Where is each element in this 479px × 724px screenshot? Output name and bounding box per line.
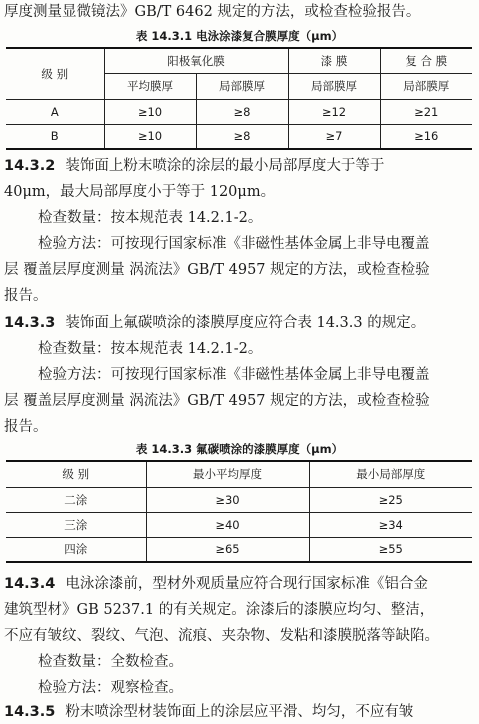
value-cell: ≥16 [380, 124, 472, 149]
group-header: 漆 膜 [288, 48, 380, 73]
inspection-method-line-2: 层 覆盖层厚度测量 涡流法》GB/T 4957 规定的方法，或检查检验 [4, 393, 430, 409]
table-row [6, 487, 472, 512]
inspection-method-line-1: 检验方法：可按现行国家标准《非磁性基体金属上非导电覆盖 [38, 236, 430, 252]
table-14-3-3-caption: 表 14.3.3 氟碳喷涂的漆膜厚度（μm） [135, 442, 344, 456]
level-cell: A [6, 99, 104, 124]
table-14-3-3 [6, 460, 472, 563]
section-14-3-3-line-1 [4, 311, 471, 335]
table-row [6, 99, 472, 124]
section-text: 粉末喷涂型材装饰面上的涂层应平滑、均匀，不应有皱 [65, 704, 414, 720]
section-number: 14.3.5 [4, 704, 56, 720]
section-number: 14.3.2 [4, 158, 56, 174]
value-cell: ≥7 [288, 124, 380, 149]
section-14-3-4-line-1 [4, 572, 471, 596]
subheader-cell: 平均膜厚 [104, 73, 196, 99]
table-row [6, 512, 472, 537]
inspection-method-line-3: 报告。 [4, 419, 48, 435]
subheader-cell: 局部膜厚 [196, 73, 288, 99]
value-cell: ≥55 [309, 537, 472, 562]
column-header: 最小平均厚度 [146, 461, 309, 487]
value-cell: ≥40 [146, 512, 309, 537]
value-cell: ≥12 [288, 99, 380, 124]
section-number: 14.3.4 [4, 576, 56, 592]
value-cell: ≥25 [309, 487, 472, 512]
inspection-method: 检验方法：观察检查。 [38, 680, 183, 696]
value-cell: ≥30 [146, 487, 309, 512]
level-cell: B [6, 124, 104, 149]
table-14-3-1 [6, 47, 472, 150]
level-cell: 二涂 [6, 487, 146, 512]
section-text: 装饰面上氟碳喷涂的漆膜厚度应符合表 14.3.3 的规定。 [65, 315, 426, 331]
section-14-3-2-line-2: 40μm，最大局部厚度小于等于 120μm。 [4, 184, 276, 200]
section-14-3-4-line-3: 不应有皱纹、裂纹、气泡、流痕、夹杂物、发粘和漆膜脱落等缺陷。 [4, 628, 439, 644]
inspection-method-line-2: 层 覆盖层厚度测量 涡流法》GB/T 4957 规定的方法，或检查检验 [4, 262, 430, 278]
inspection-quantity: 检查数量：按本规范表 14.2.1-2。 [38, 210, 263, 226]
subheader-cell: 局部膜厚 [380, 73, 472, 99]
inspection-method-line-1: 检验方法：可按现行国家标准《非磁性基体金属上非导电覆盖 [38, 367, 430, 383]
inspection-quantity: 检查数量：按本规范表 14.2.1-2。 [38, 341, 263, 357]
section-text: 电泳涂漆前，型材外观质量应符合现行国家标准《铝合金 [65, 576, 428, 592]
table-14-3-1-caption: 表 14.3.1 电泳涂漆复合膜厚度（μm） [135, 29, 344, 43]
group-header: 阳极氧化膜 [104, 48, 288, 73]
value-cell: ≥10 [104, 99, 196, 124]
level-header: 级 别 [6, 48, 104, 99]
value-cell: ≥8 [196, 124, 288, 149]
value-cell: ≥34 [309, 512, 472, 537]
subheader-cell: 局部膜厚 [288, 73, 380, 99]
column-header: 最小局部厚度 [309, 461, 472, 487]
inspection-quantity: 检查数量：全数检查。 [38, 654, 183, 670]
top-text-line: 厚度测量显微镜法》GB/T 6462 规定的方法，或检查检验报告。 [4, 4, 421, 20]
section-14-3-4-line-2: 建筑型材》GB 5237.1 的有关规定。涂漆后的漆膜应均匀、整洁， [4, 602, 435, 618]
table-row [6, 124, 472, 149]
value-cell: ≥65 [146, 537, 309, 562]
section-14-3-2-line-1 [4, 154, 471, 178]
inspection-method-line-3: 报告。 [4, 288, 48, 304]
section-text: 装饰面上粉末喷涂的涂层的最小局部厚度大于等于 [65, 158, 385, 174]
section-number: 14.3.3 [4, 315, 56, 331]
group-header: 复 合 膜 [380, 48, 472, 73]
level-cell: 四涂 [6, 537, 146, 562]
table-row [6, 537, 472, 562]
value-cell: ≥10 [104, 124, 196, 149]
value-cell: ≥8 [196, 99, 288, 124]
section-14-3-5-line-1 [4, 700, 471, 724]
level-header: 级 别 [6, 461, 146, 487]
value-cell: ≥21 [380, 99, 472, 124]
level-cell: 三涂 [6, 512, 146, 537]
